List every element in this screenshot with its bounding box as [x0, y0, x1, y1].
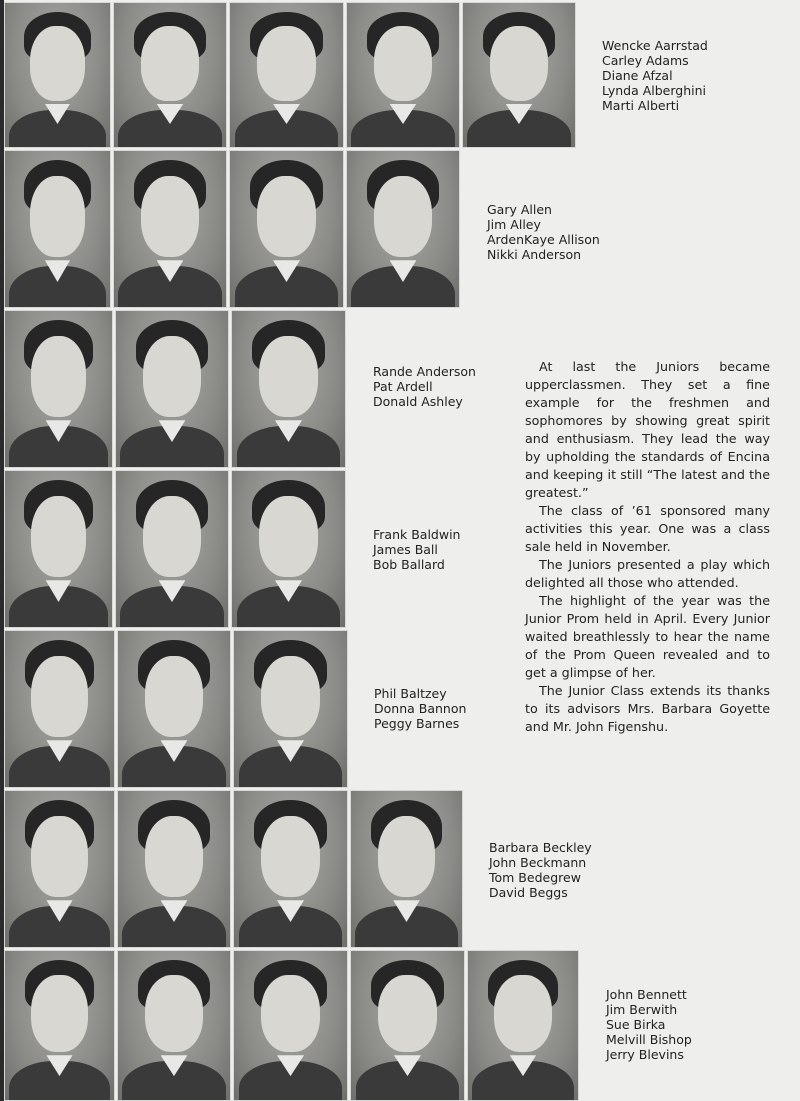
- student-name: Jim Berwith: [606, 1002, 678, 1017]
- class-article: [525, 358, 770, 736]
- student-name: Pat Ardell: [373, 379, 433, 394]
- portrait-photo: [233, 950, 348, 1101]
- portrait-photo: [115, 470, 229, 628]
- name-list-row-6: [489, 840, 592, 900]
- portrait-photo: [467, 950, 579, 1101]
- portrait-photo: [233, 630, 348, 788]
- student-name: Barbara Beckley: [489, 840, 592, 855]
- student-name: Tom Bedegrew: [489, 870, 581, 885]
- name-list-row-7: [606, 987, 692, 1062]
- student-name: Sue Birka: [606, 1017, 666, 1032]
- student-name: Donna Bannon: [374, 701, 467, 716]
- student-name: Donald Ashley: [373, 394, 463, 409]
- student-name: John Beckmann: [489, 855, 587, 870]
- portrait-photo: [4, 470, 113, 628]
- student-name: Phil Baltzey: [374, 686, 447, 701]
- name-list-row-3: [373, 364, 476, 409]
- article-paragraph: The highlight of the year was the Junior Prom held in April. Every Junior waited breathlessly to hear the name of the Prom Queen revealed and to get a glimpse of her.: [525, 593, 770, 680]
- student-name: Peggy Barnes: [374, 716, 460, 731]
- portrait-photo: [113, 150, 227, 308]
- student-name: Nikki Anderson: [487, 247, 582, 262]
- student-name: Carley Adams: [602, 53, 689, 68]
- student-name: Wencke Aarrstad: [602, 38, 708, 53]
- name-list-row-5: [374, 686, 466, 731]
- article-paragraph: The Junior Class extends its thanks to its advisors Mrs. Barbara Goyette and Mr. John Figenshu.: [525, 683, 770, 734]
- portrait-photo: [462, 2, 576, 148]
- student-name: Lynda Alberghini: [602, 83, 706, 98]
- student-name: David Beggs: [489, 885, 568, 900]
- portrait-photo: [4, 150, 111, 308]
- portrait-photo: [350, 950, 465, 1101]
- portrait-photo: [4, 310, 113, 468]
- portrait-photo: [231, 470, 346, 628]
- student-name: Jim Alley: [487, 217, 541, 232]
- student-name: John Bennett: [606, 987, 687, 1002]
- portrait-photo: [229, 2, 344, 148]
- portrait-photo: [113, 2, 227, 148]
- portrait-photo: [4, 790, 115, 948]
- student-name: Bob Ballard: [373, 557, 445, 572]
- portrait-photo: [4, 950, 115, 1101]
- name-list-row-4: [373, 527, 460, 572]
- portrait-photo: [4, 630, 115, 788]
- portrait-photo: [115, 310, 229, 468]
- portrait-photo: [350, 790, 463, 948]
- portrait-photo: [346, 150, 460, 308]
- portrait-photo: [346, 2, 460, 148]
- student-name: Gary Allen: [487, 202, 552, 217]
- student-name: Diane Afzal: [602, 68, 673, 83]
- student-name: Marti Alberti: [602, 98, 680, 113]
- article-paragraph: The Juniors presented a play which delighted all those who attended.: [525, 557, 770, 590]
- student-name: ArdenKaye Allison: [487, 232, 600, 247]
- student-name: Melvill Bishop: [606, 1032, 692, 1047]
- student-name: Rande Anderson: [373, 364, 476, 379]
- name-list-row-2: [487, 202, 600, 262]
- portrait-photo: [231, 310, 346, 468]
- article-paragraph: The class of ’61 sponsored many activities this year. One was a class sale held in November.: [525, 503, 770, 554]
- portrait-photo: [117, 790, 231, 948]
- portrait-photo: [233, 790, 348, 948]
- portrait-photo: [4, 2, 111, 148]
- article-paragraph: At last the Juniors became upperclassmen. They set a fine example for the freshmen and sophomores by showing great spirit and enthusiasm. They lead the way by upholding the standards of Encina and keeping it still “The latest and the greatest.”: [525, 359, 770, 500]
- portrait-photo: [229, 150, 344, 308]
- portrait-photo: [117, 630, 231, 788]
- student-name: James Ball: [373, 542, 438, 557]
- student-name: Frank Baldwin: [373, 527, 461, 542]
- student-name: Jerry Blevins: [606, 1047, 684, 1062]
- portrait-photo: [117, 950, 231, 1101]
- name-list-row-1: [602, 38, 708, 113]
